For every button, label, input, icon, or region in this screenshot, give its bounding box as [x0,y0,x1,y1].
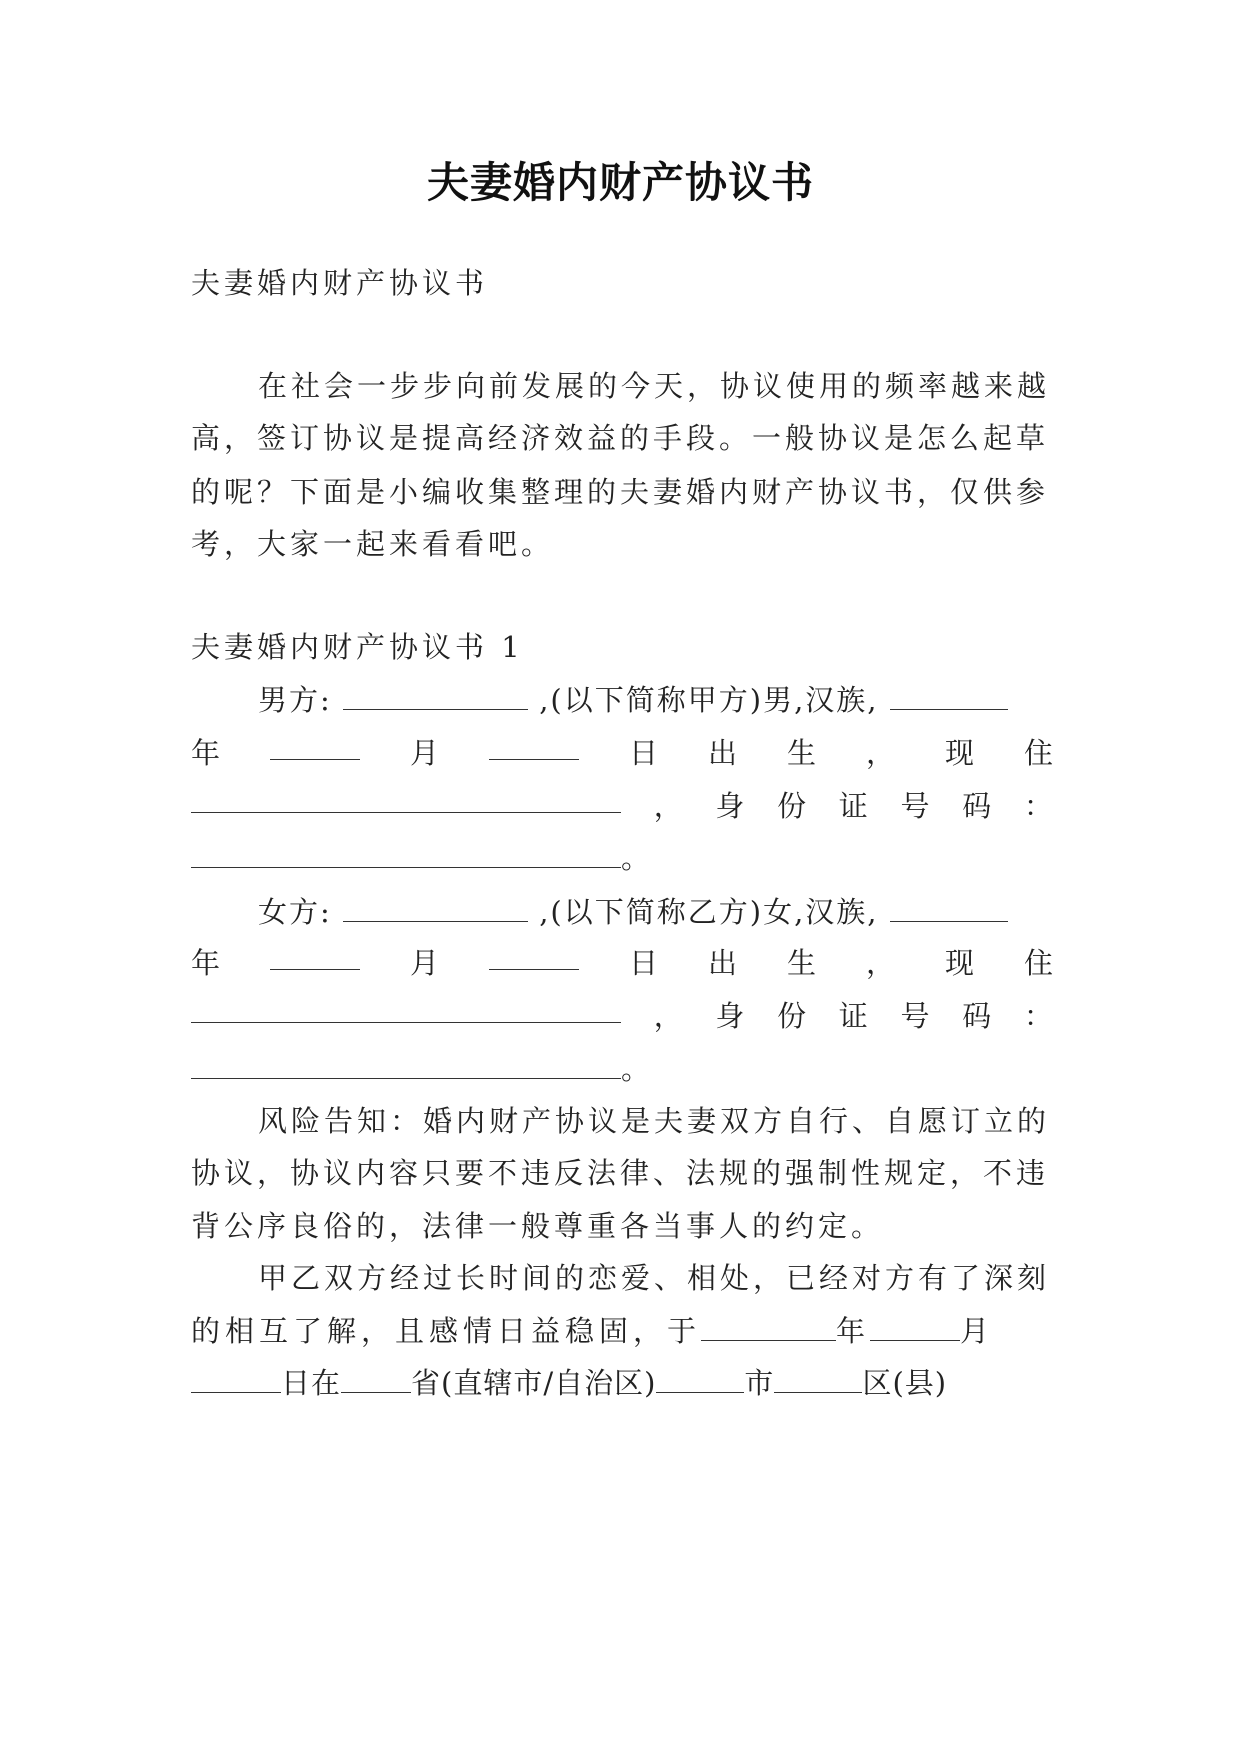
body-line-3 [191,1363,1053,1403]
female-id-ma: 码 [962,999,992,1033]
body-line-1: 甲乙双方经过长时间的恋爱、相处，已经对方有了深刻 [258,1261,1051,1295]
female-birth-month: 月 [409,946,439,980]
male-id-line [191,786,1053,826]
male-id-shen: 身 [715,789,745,823]
body-month: 月 [960,1314,995,1348]
male-birth-year: 年 [191,736,221,770]
male-month-blank [270,733,360,760]
body-province: 省(直辖市/自治区) [411,1366,657,1400]
female-id-hao: 号 [900,999,930,1033]
male-name-line [258,680,1053,720]
body-year: 年 [836,1314,871,1348]
body-day-blank [191,1366,281,1393]
male-label: 男方: [258,683,332,717]
document-title: 夫妻婚内财产协议书 [426,158,814,207]
female-birth-day: 日 [628,946,658,980]
body-district-blank [774,1366,862,1393]
risk-line-2: 协议，协议内容只要不违反法律、法规的强制性规定，不违 [191,1156,1050,1190]
male-id-number-line [191,838,1053,878]
male-id-comma: ， [653,789,683,823]
male-birth-comma: ， [865,736,895,770]
male-id-colon: ： [1023,789,1053,823]
body-line-2 [191,1311,1053,1351]
male-id-blank [191,841,621,868]
body-city-blank [656,1366,744,1393]
male-birth-zhu: 住 [1023,736,1053,770]
intro-line-2: 高，签订协议是提高经济效益的手段。一般协议是怎么起草 [191,421,1050,455]
male-id-hao: 号 [900,789,930,823]
female-birth-year: 年 [191,946,221,980]
female-id-number-line [191,1049,1053,1089]
female-id-colon: ： [1023,999,1053,1033]
female-end: 。 [621,1052,655,1086]
female-ethnic-blank [890,895,1008,922]
male-birth-day: 日 [628,736,658,770]
female-birth-xian: 现 [944,946,974,980]
body-day-in: 日在 [281,1366,342,1400]
female-name-blank [343,895,528,922]
body-province-blank [341,1366,411,1393]
male-id-fen: 份 [777,789,807,823]
body-month-blank [870,1314,960,1341]
female-label: 女方: [258,895,332,929]
female-month-blank [270,943,360,970]
female-birth-line [191,943,1053,983]
risk-line-1: 风险告知：婚内财产协议是夫妻双方自行、自愿订立的 [258,1104,1051,1138]
female-id-zheng: 证 [838,999,868,1033]
male-end: 。 [621,841,655,875]
male-day-blank [489,733,579,760]
risk-line-3: 背公序良俗的，法律一般尊重各当事人的约定。 [191,1209,885,1243]
female-birth-chu: 出 [707,946,737,980]
female-id-comma: ， [653,999,683,1033]
male-name-blank [343,683,528,710]
male-birth-xian: 现 [944,736,974,770]
male-ethnic-blank [890,683,1008,710]
body-year-blank [701,1314,836,1341]
female-id-fen: 份 [777,999,807,1033]
female-birth-sheng: 生 [786,946,816,980]
female-birth-zhu: 住 [1023,946,1053,980]
female-address-blank [191,996,621,1023]
female-birth-comma: ， [865,946,895,980]
intro-line-3: 的呢？下面是小编收集整理的夫妻婚内财产协议书，仅供参 [191,475,1050,509]
male-id-zheng: 证 [838,789,868,823]
body-line-2-text: 的相互了解，且感情日益稳固，于 [191,1314,702,1348]
female-note: ,(以下简称乙方)女,汉族, [539,895,879,929]
intro-line-1: 在社会一步步向前发展的今天，协议使用的频率越来越 [258,369,1051,403]
male-note: ,(以下简称甲方)男,汉族, [539,683,879,717]
female-id-blank [191,1052,621,1079]
section-heading-1: 夫妻婚内财产协议书 1 [191,630,524,664]
intro-line-4: 考，大家一起来看看吧。 [191,527,555,561]
female-id-shen: 身 [715,999,745,1033]
body-district: 区(县) [862,1366,948,1400]
male-birth-chu: 出 [707,736,737,770]
document-subtitle: 夫妻婚内财产协议书 [191,266,489,300]
male-birth-line [191,733,1053,773]
body-city: 市 [744,1366,775,1400]
female-day-blank [489,943,579,970]
male-id-ma: 码 [962,789,992,823]
male-address-blank [191,786,621,813]
male-birth-sheng: 生 [786,736,816,770]
male-birth-month: 月 [409,736,439,770]
female-id-line [191,996,1053,1036]
female-name-line [258,892,1053,932]
